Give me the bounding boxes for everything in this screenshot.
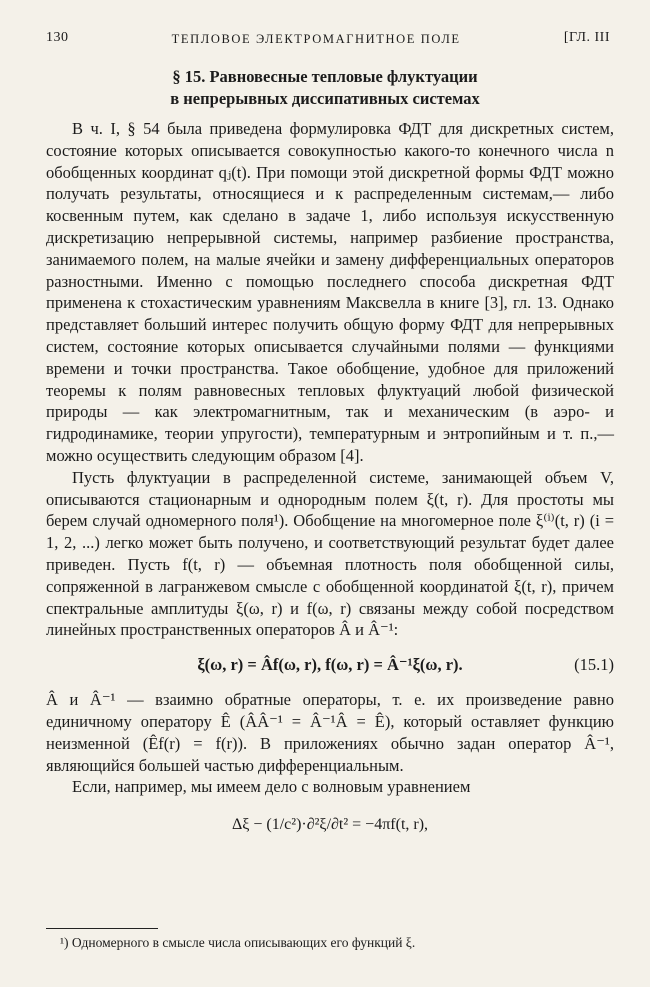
section-title-line2: в непрерывных диссипативных системах (170, 89, 480, 108)
body-text (46, 118, 614, 852)
equation-wave (46, 804, 614, 846)
footnote: ¹) Одномерного в смысле числа описывающих его функций ξ. (60, 935, 416, 950)
section-title (40, 66, 610, 110)
paragraph: Пусть флуктуации в распределенной системе, занимающей объем V, описываются стационарным и однородным полем ξ(t, r). Для простоты мы берем случай одномерного поля¹). Обобщение на многомерное поле ξ⁽ⁱ⁾(t, r) (i = 1, 2, ...) легко может быть получено, и соответствующий результат будет далее приведен. Пусть f(t, r) — объемная плотность поля обобщенной силы, сопряженной в лагранжевом смысле с обобщенной координатой ξ(t, r), причем спектральные амплитуды ξ(ω, r) и f(ω, r) связаны между собой посредством линейных пространственных операторов Â и Â⁻¹: (46, 467, 614, 640)
running-title: ТЕПЛОВОЕ ЭЛЕКТРОМАГНИТНОЕ ПОЛЕ (171, 32, 461, 46)
paragraph: Если, например, мы имеем дело с волновым уравнением (72, 777, 471, 797)
equation-15-1 (46, 650, 614, 680)
paragraph: В ч. I, § 54 была приведена формулировка ФДТ для дискретных систем, состояние которых описывается совокупностью какого-то конечного числа n обобщенных координат qⱼ(t). При помощи этой дискретной формы ФДТ можно получать результаты, относящиеся и к распределенным системам,— либо косвенным путем, как сделано в задаче 1, либо используя искусственную дискретизацию непрерывной системы, например разбиение пространства, занимаемого полем, на малые ячейки и замену дифференциальных операторов разностными. Именно с помощью последнего способа дискретная ФДТ применена к стохастическим уравнениям Максвелла в книге [3], гл. 13. Однако представляет больший интерес получить общую форму ФДТ для непрерывных систем, состояние которых описывается случайными полями — функциями времени и точки пространства. Такое обобщение, удобное для приложений теоремы к полям равновесных тепловых флуктуаций любой физической природы — как электромагнитным, так и механическим (в аэро- и гидродинамике, теории упругости), температурным и энтропийным и т. п.,— можно осуществить следующим образом [4]. (46, 119, 614, 465)
footnote-divider (46, 928, 158, 929)
paragraph: Â и Â⁻¹ — взаимно обратные операторы, т. е. их произведение равно единичному оператору Ê (ÂÂ⁻¹ = Â⁻¹Â = Ê), который оставляет функцию неизменной (Êf(r) = f(r)). В приложениях обычно задан оператор Â⁻¹, являющийся большей частью дифференциальным. (46, 690, 614, 775)
equation-number: (15.1) (574, 655, 614, 675)
equation-formula: ξ(ω, r) = Âf(ω, r), f(ω, r) = Â⁻¹ξ(ω, r). (197, 655, 463, 675)
chapter-label: [ГЛ. III (563, 30, 610, 45)
running-head (46, 30, 610, 47)
equation-formula: Δξ − (1/c²)·∂²ξ/∂t² = −4πf(t, r), (231, 816, 429, 834)
page-number: 130 (46, 30, 69, 45)
section-title-line1: § 15. Равновесные тепловые флуктуации (172, 67, 478, 86)
